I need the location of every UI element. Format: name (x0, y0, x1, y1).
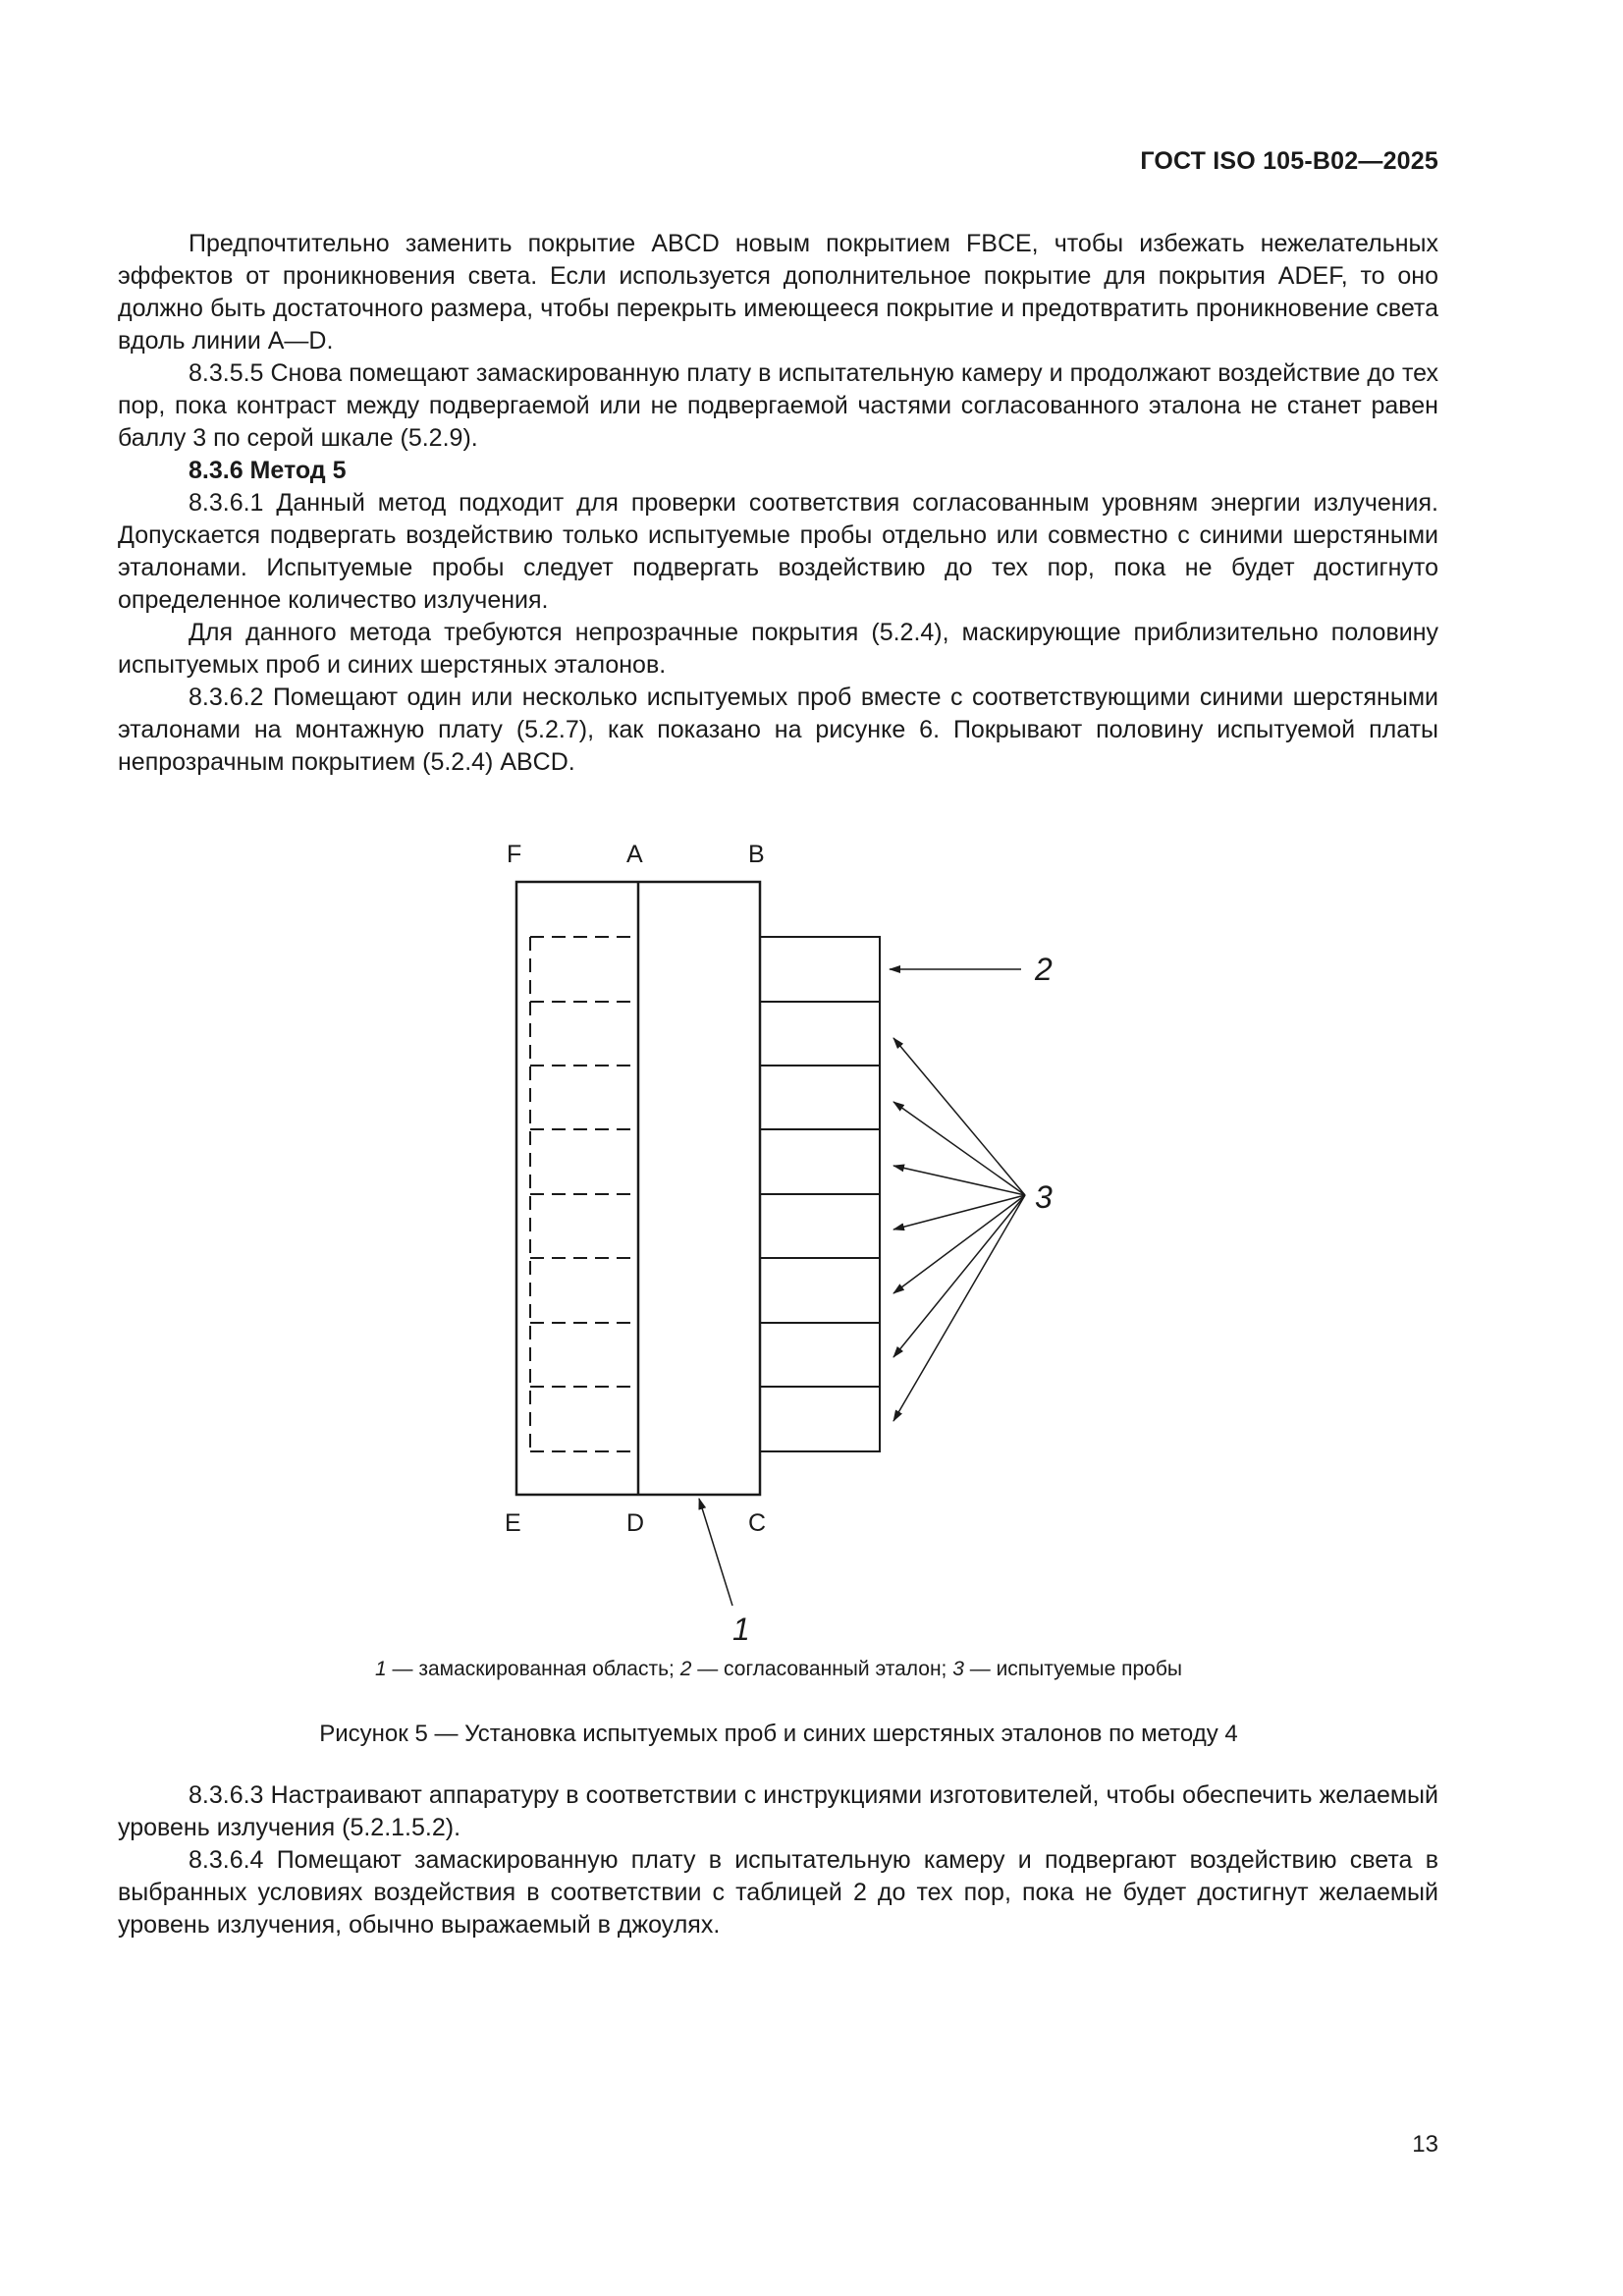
paragraph: 8.3.6.2 Помещают один или несколько испытуемых проб вместе с соответствующими синими шерстяными эталонами на монтажную плату (5.2.7), как показано на рисунке 6. Покрывают половину испытуемой платы непрозрачным покрытием (5.2.4) ABCD. (118, 683, 1438, 776)
legend-text: — замаскированная область; (386, 1658, 680, 1680)
legend-text: — испытуемые пробы (963, 1658, 1182, 1680)
figure-mounting-setup (0, 815, 1623, 1679)
figure-drawing (0, 815, 1623, 1679)
callout-label-2: 2 (1035, 952, 1053, 987)
body-text-top (118, 228, 1438, 779)
paragraph: Для данного метода требуются непрозрачные покрытия (5.2.4), маскирующие приблизительно половину испытуемых проб и синих шерстяных эталонов. (118, 619, 1438, 679)
paragraph: 8.3.6.4 Помещают замаскированную плату в испытательную камеру и подвергают воздействию света в выбранных условиях воздействия в соответствии с таблицей 2 до тех пор, пока не будет достигнут желаемый уровень излучения, обычно выражаемый в джоулях. (118, 1846, 1438, 1939)
legend-num: 2 (679, 1658, 692, 1680)
corner-label-e: E (505, 1509, 521, 1537)
corner-label-b: B (748, 841, 765, 868)
figure-caption: Рисунок 5 — Установка испытуемых проб и синих шерстяных эталонов по методу 4 (319, 1721, 1238, 1747)
body-text-bottom (118, 1779, 1438, 1941)
paragraph: 8.3.5.5 Снова помещают замаскированную плату в испытательную камеру и продолжают воздействие до тех пор, пока контраст между подвергаемой или не подвергаемой частями согласованного эталона не станет равен баллу 3 по серой шкале (5.2.9). (118, 359, 1438, 452)
corner-label-d: D (626, 1509, 645, 1537)
page-number: 13 (1412, 2131, 1438, 2158)
legend-text: — согласованный эталон; (691, 1658, 953, 1680)
section-heading: 8.3.6 Метод 5 (189, 457, 347, 484)
corner-label-f: F (507, 841, 522, 868)
corner-label-a: A (626, 841, 643, 868)
paragraph: 8.3.6.1 Данный метод подходит для проверки соответствия согласованным уровням энергии излучения. Допускается подвергать воздействию только испытуемые пробы отдельно или совместно с синими шерстяными эталонами. Испытуемые пробы следует подвергать воздействию до тех пор, пока не будет достигнуто определенное количество излучения. (118, 489, 1438, 614)
document-code-header: ГОСТ ISO 105-B02—2025 (1140, 147, 1438, 175)
callout-label-3: 3 (1035, 1179, 1053, 1215)
masked-sample-portions (530, 937, 638, 1451)
callout-arrows-3 (893, 1038, 1025, 1421)
legend-num: 1 (375, 1658, 387, 1680)
paragraph: Предпочтительно заменить покрытие ABCD новым покрытием FBCE, чтобы избежать нежелательных эффектов от проникновения света. Если используется дополнительное покрытие для покрытия ADEF, то оно должно быть достаточного размера, чтобы перекрыть имеющееся покрытие и предотвратить проникновение света вдоль линии A—D. (118, 230, 1438, 355)
callout-arrow-1 (699, 1499, 732, 1606)
figure-legend (0, 1658, 1557, 1681)
callout-label-1: 1 (732, 1612, 750, 1647)
exposed-sample-strips (760, 937, 880, 1451)
legend-num: 3 (952, 1658, 964, 1680)
corner-label-c: C (748, 1509, 767, 1537)
paragraph: 8.3.6.3 Настраивают аппаратуру в соответствии с инструкциями изготовителей, чтобы обеспечить желаемый уровень излучения (5.2.1.5.2). (118, 1781, 1438, 1841)
